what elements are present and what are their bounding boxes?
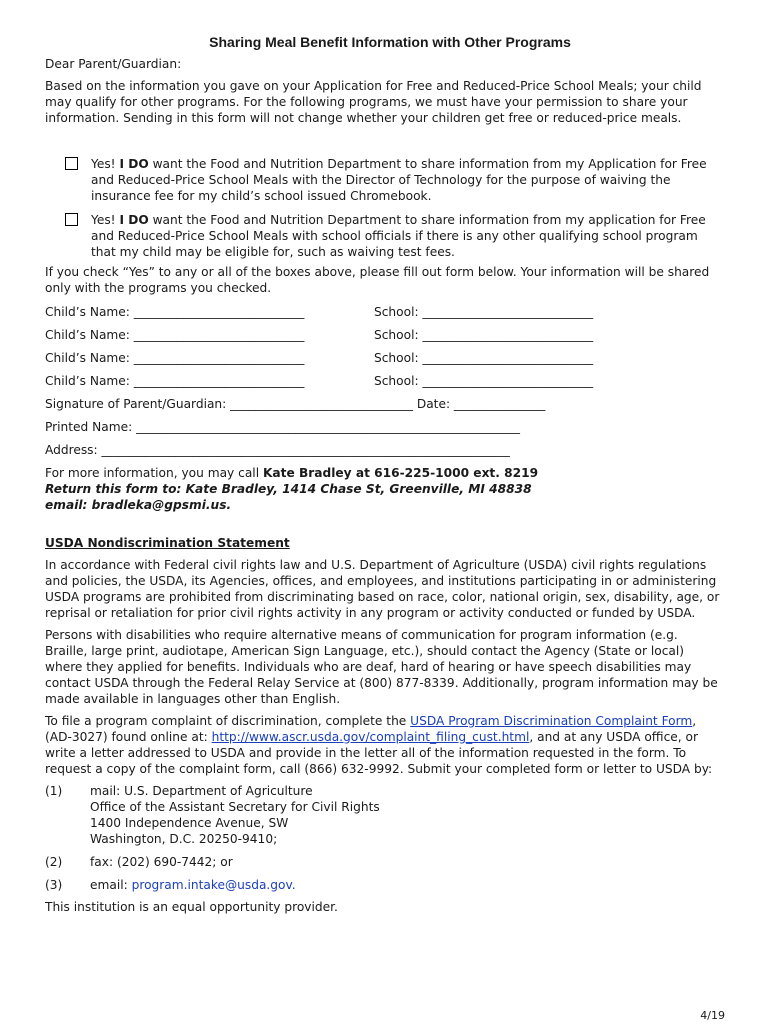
child-row	[45, 327, 721, 350]
list-line	[90, 877, 721, 893]
text-span: , and at any USDA office, or write a letter addressed to USDA and provide in the letter all of the information requested in the form. To request a copy of the complaint form, call (866) 632-9992. Submit your completed form or letter to USDA by:	[45, 730, 713, 776]
list-item	[45, 854, 721, 870]
child-row	[45, 304, 721, 327]
child-name-field[interactable]: Child’s Name: ____________________________	[45, 351, 305, 365]
list-line: mail: U.S. Department of Agriculture	[90, 784, 313, 798]
contact-phone: Kate Bradley at 616-225-1000 ext. 8219	[262, 466, 539, 480]
text-span: email:	[90, 878, 132, 892]
printed-name-field[interactable]: Printed Name: _______________________________________________________________	[45, 420, 520, 434]
closing-statement: This institution is an equal opportunity provider.	[45, 900, 338, 914]
child-row	[45, 373, 721, 396]
checkbox[interactable]	[65, 157, 78, 170]
option-ido: I DO	[119, 157, 149, 171]
text-span: , (AD-3027) found online at:	[45, 714, 697, 744]
consent-option-chromebook	[45, 156, 721, 204]
complaint-url-link[interactable]: http://www.ascr.usda.gov/complaint_filing_cust.html	[211, 730, 530, 744]
list-item	[45, 877, 721, 893]
address-field[interactable]: Address: ___________________________________________________________________	[45, 443, 510, 457]
school-field[interactable]: School: ____________________________	[374, 351, 594, 365]
page-title: Sharing Meal Benefit Information with Other Programs	[209, 34, 571, 50]
option-yes: Yes!	[91, 157, 120, 171]
school-field[interactable]: School: ____________________________	[374, 328, 594, 342]
option-text: want the Food and Nutrition Department to share information from my Application for Free and Reduced-Price School Meals with the Director of Technology for the purpose of waiving the insurance fee for my child’s school issued Chromebook.	[91, 157, 707, 203]
signature-field[interactable]: Signature of Parent/Guardian: ______________________________ Date: _______________	[45, 397, 546, 411]
consent-option-test-fees	[45, 212, 721, 260]
list-item	[45, 783, 721, 847]
contact-prefix: For more information, you may call	[45, 466, 263, 480]
school-field[interactable]: School: ____________________________	[374, 374, 594, 388]
greeting: Dear Parent/Guardian:	[45, 57, 182, 71]
intro-paragraph: Based on the information you gave on your Application for Free and Reduced-Price School Meals; your child may qualify for other programs. For the following programs, we must have your permission to share your information. Sending in this form will not change whether your children get free or reduced-price meals.	[45, 79, 702, 125]
usda-paragraph-3	[45, 713, 721, 777]
instructions-paragraph: If you check “Yes” to any or all of the boxes above, please fill out form below. Your information will be shared only with the programs you checked.	[45, 265, 710, 295]
checkbox[interactable]	[65, 213, 78, 226]
list-line: 1400 Independence Avenue, SW	[90, 816, 289, 830]
list-number: (1)	[45, 784, 63, 798]
child-name-field[interactable]: Child’s Name: ____________________________	[45, 305, 305, 319]
return-address: Return this form to: Kate Bradley, 1414 Chase St, Greenville, MI 48838	[45, 482, 532, 496]
text-span: To file a program complaint of discrimination, complete the	[45, 714, 411, 728]
complaint-form-link[interactable]: USDA Program Discrimination Complaint Form	[410, 714, 693, 728]
list-number: (2)	[45, 855, 63, 869]
address-row	[45, 442, 721, 465]
list-number: (3)	[45, 878, 63, 892]
page-number: 4/19	[700, 1009, 725, 1022]
child-name-field[interactable]: Child’s Name: ____________________________	[45, 328, 305, 342]
contact-line	[45, 465, 721, 481]
contact-email: email: bradleka@gpsmi.us.	[45, 498, 232, 512]
option-ido: I DO	[119, 213, 149, 227]
usda-paragraph-2: Persons with disabilities who require alternative means of communication for program information (e.g. Braille, large print, audiotape, American Sign Language, etc.), should contact the Agency (State or local) where they applied for benefits. Individuals who are deaf, hard of hearing or have speech disabilities may contact USDA through the Federal Relay Service at (800) 877-8339. Additionally, program information may be made available in languages other than English.	[45, 628, 718, 706]
child-row	[45, 350, 721, 373]
option-yes: Yes!	[91, 213, 120, 227]
school-field[interactable]: School: ____________________________	[374, 305, 594, 319]
list-line: Office of the Assistant Secretary for Civil Rights	[90, 800, 380, 814]
list-line: Washington, D.C. 20250-9410;	[90, 832, 278, 846]
information-form	[45, 304, 721, 465]
printed-name-row	[45, 419, 721, 442]
child-name-field[interactable]: Child’s Name: ____________________________	[45, 374, 305, 388]
list-line: fax: (202) 690-7442; or	[90, 855, 233, 869]
usda-paragraph-1: In accordance with Federal civil rights law and U.S. Department of Agriculture (USDA) civil rights regulations and policies, the USDA, its Agencies, offices, and employees, and institutions participating in or administering USDA programs are prohibited from discriminating based on race, color, national origin, sex, disability, age, or reprisal or retaliation for prior civil rights activity in any program or activity conducted or funded by USDA.	[45, 558, 720, 620]
signature-row	[45, 396, 721, 419]
usda-heading: USDA Nondiscrimination Statement	[45, 536, 290, 550]
document-page	[45, 34, 721, 915]
usda-email-link[interactable]: program.intake@usda.gov.	[131, 878, 296, 892]
option-text: want the Food and Nutrition Department to share information from my application for Free and Reduced-Price School Meals with school officials if there is any other qualifying school program that my child may be eligible for, such as waiving test fees.	[91, 213, 706, 259]
